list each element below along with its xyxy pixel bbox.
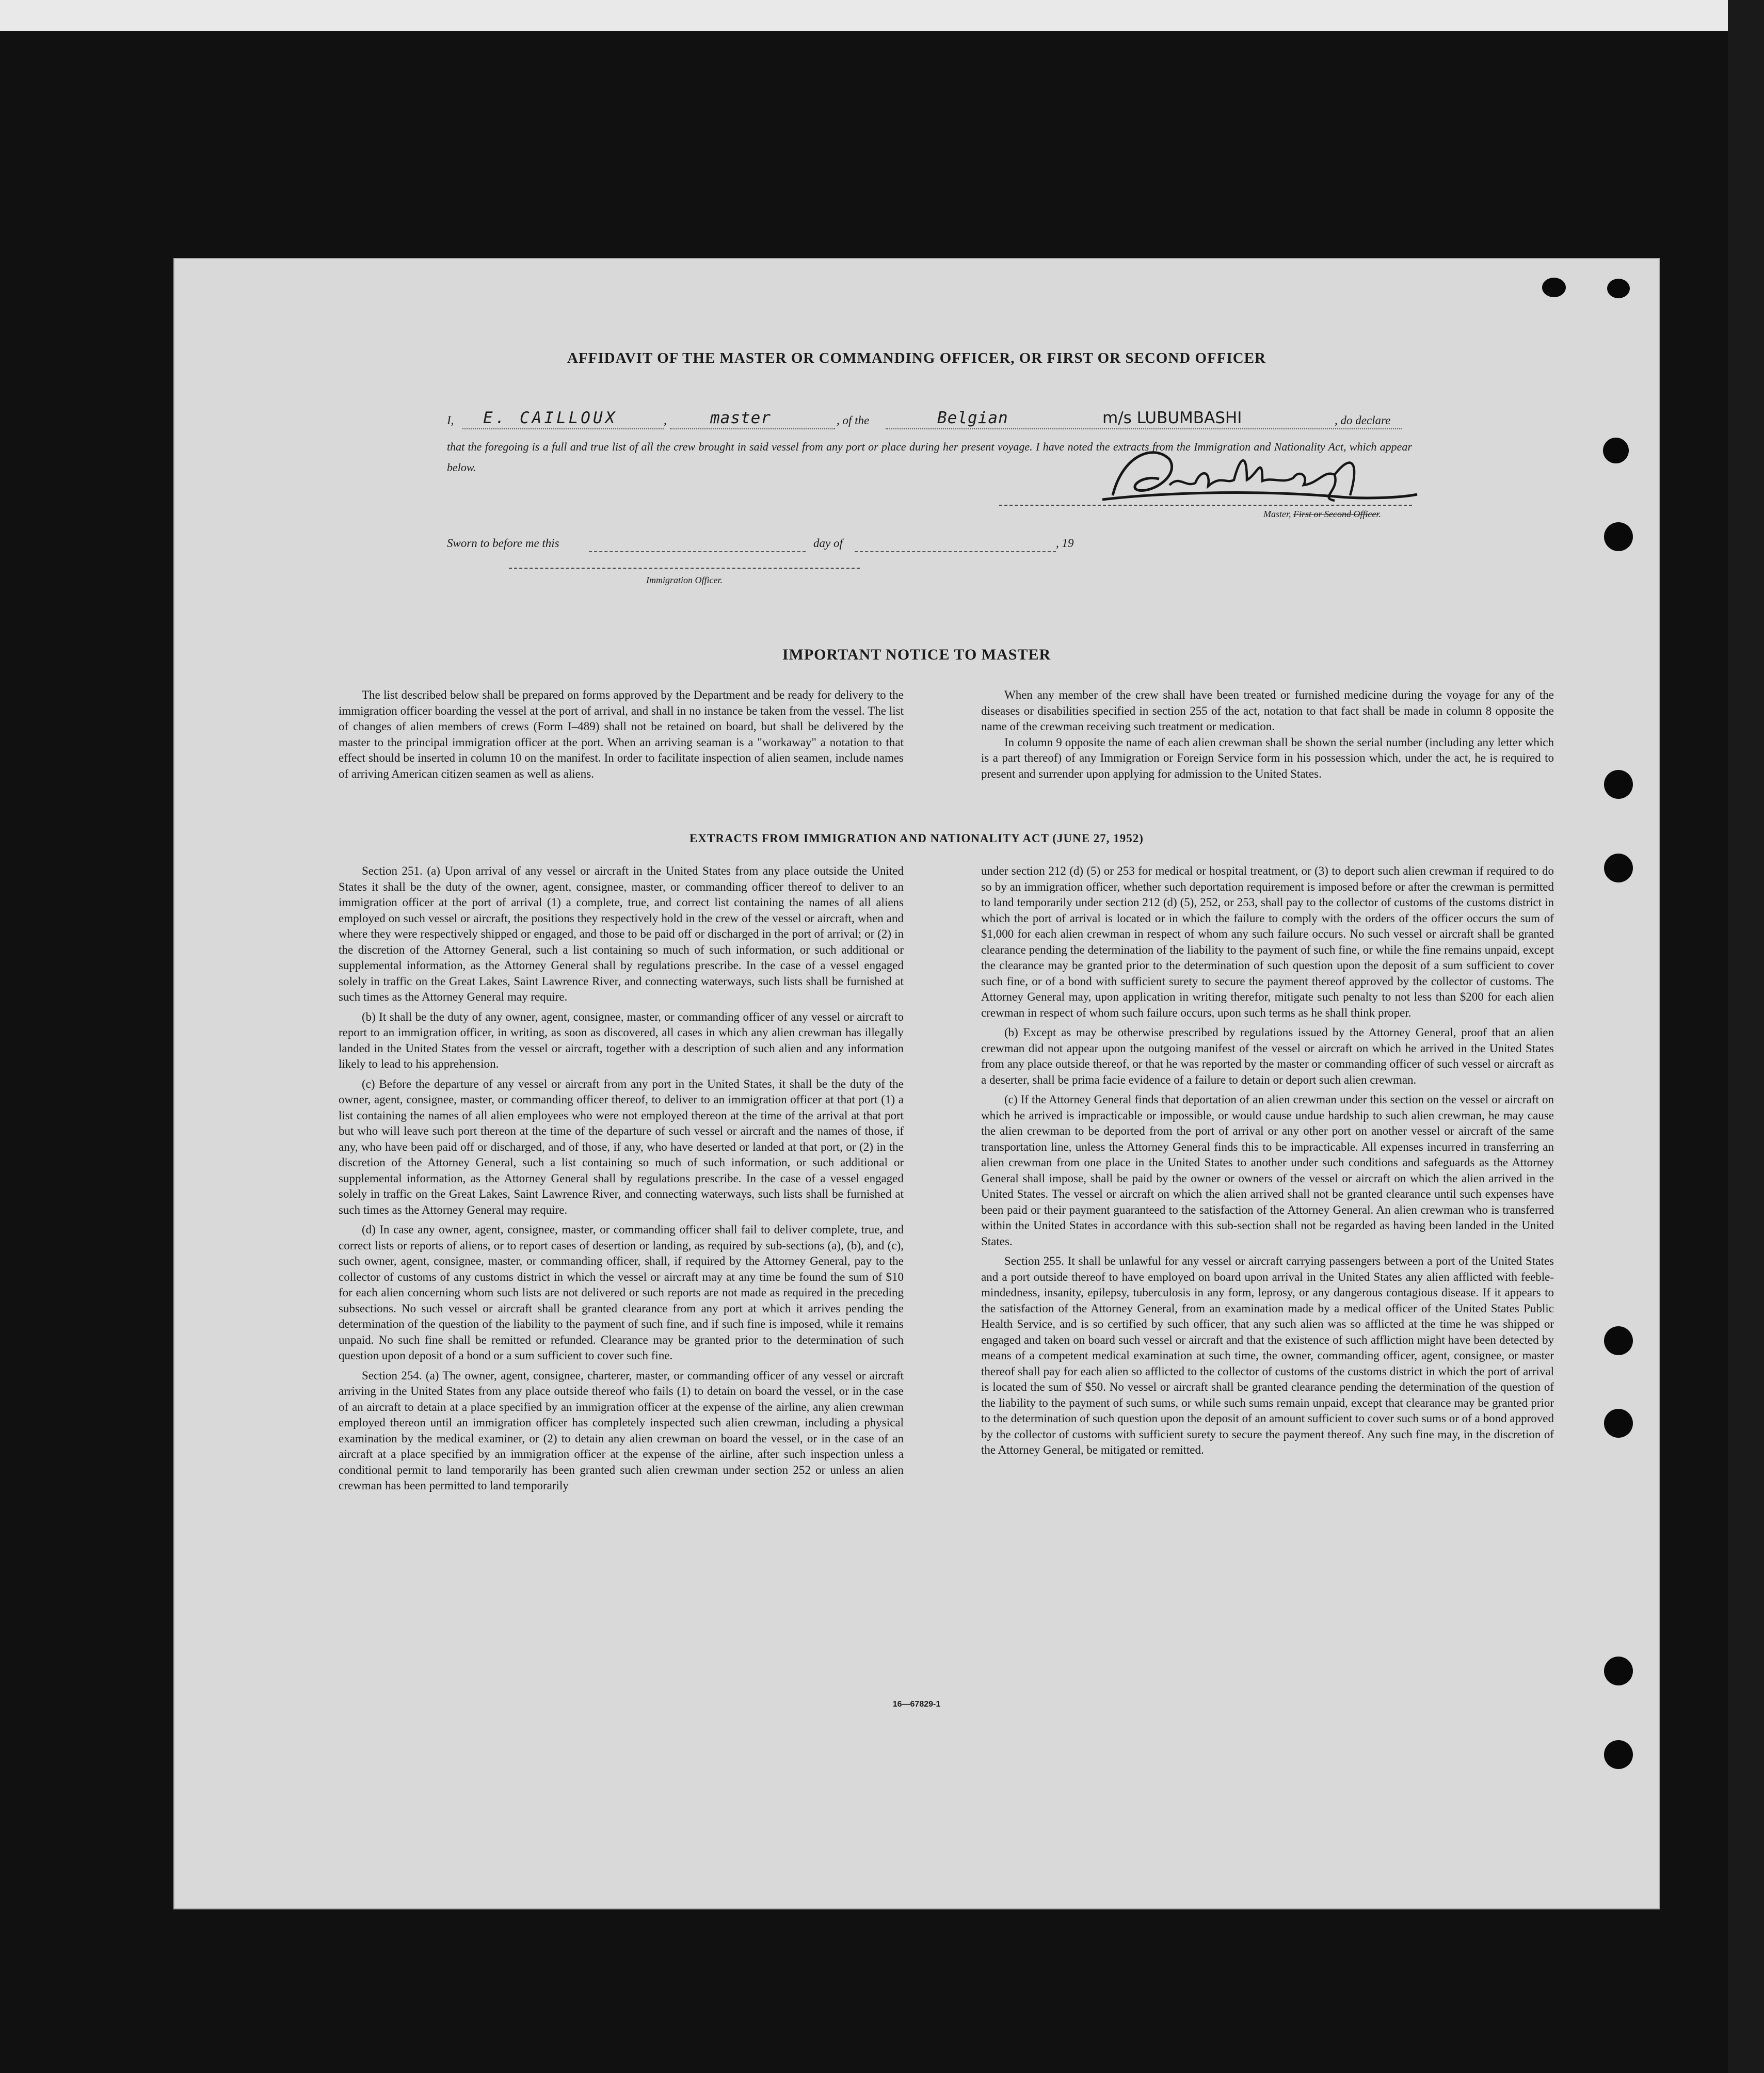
punch-hole-icon [1604,1740,1633,1769]
caption-master: Master, [1263,509,1294,519]
extracts-right-column [981,863,1554,1458]
comma: , [664,414,667,427]
scan-background-right [1728,0,1764,2073]
scan-background-top [0,0,1764,31]
statute-paragraph: Section 251. (a) Upon arrival of any vessel or aircraft in the United States from any place outside the United States it shall be the duty of the owner, agent, consignee, master, or commanding officer thereof to deliver to an immigration officer at the port of arrival (1) a complete, true, and correct list containing the names of all aliens employed on such vessel or aircraft, the positions they respectively hold in the crew of the vessel or aircraft, when and where they were respectively shipped or engaged, and those to be paid off or discharged in the port of arrival; or (2) in the discretion of the Attorney General, such a list containing so much of such information, or such additional or supplemental information, as the Attorney General shall by regulations prescribe. In the case of a vessel engaged solely in traffic on the Great Lakes, Saint Lawrence River, and connecting waterways, such lists shall be furnished at such times as the Attorney General may require. [339,864,904,1003]
punch-hole-icon [1604,854,1633,882]
statute-paragraph: Section 254. (a) The owner, agent, consignee, charterer, master, or commanding officer of any vessel or aircraft arriving in the United States from any place outside thereof who fails (1) to detain on board the vessel, or in the case of an aircraft to detain at a place specified by an immigration officer at the expense of the airline, any alien crewman employed thereon until an immigration officer has completely inspected such alien crewman, including a physical examination by the medical examiner, or (2) to detain any alien crewman on board the vessel, or in the case of an aircraft at a place specified by an immigration officer at the expense of the airline, after such inspection unless a conditional permit to land temporarily has been granted such alien crewman under section 252 or unless an alien crewman has been permitted to land temporarily [339,1369,904,1492]
notice-paragraph: When any member of the crew shall have been treated or furnished medicine during the voyage for any of the diseases or disabilities specified in section 255 of the act, notation to that fact shall be made in column 8 opposite the name of the crewman receiving such treatment or medication. [981,688,1554,733]
sworn-label: Sworn to before me this [447,537,559,550]
immigration-officer-caption: Immigration Officer. [646,575,723,585]
declaration-statement: that the foregoing is a full and true list of all the crew brought in said vessel from any port or place during her present voyage. I have noted the extracts from the Immigration and Nationality Act, which appear below. [447,440,1412,474]
sworn-day-line [589,551,806,552]
signature-caption [1263,509,1381,520]
statute-paragraph: under section 212 (d) (5) or 253 for medical or hospital treatment, or (3) to deport such alien crewman if required to do so by an immigration officer, whether such deportation requirement is imposed before or after the crewman is permitted to land temporarily under section 212 (d) (5), 252, or 253, shall pay to the collector of customs of the customs district in which the port of arrival is located or in which the failure to comply with the orders of the officer occurs the sum of $1,000 for each alien crewman in respect of whom any such failure occurs. No such vessel or aircraft shall be granted clearance pending the determination of the liability to the payment of such fine, or while the fine remains unpaid, except the clearance may be granted prior to the determination of such question upon the deposit of a sum sufficient to cover such fine, or of a bond with sufficient surety to secure the payment thereof approved by the collector of customs. The Attorney General may, upon application in writing therefor, mitigate such penalty to not less than $200 for each alien crewman in respect of whom such failure occurs, upon such terms as he shall think proper. [981,864,1554,1019]
statute-paragraph: (c) Before the departure of any vessel or aircraft from any port in the United States, it shall be the duty of the owner, agent, consignee, master, or commanding officer thereof, to deliver to an immigration officer at that port (1) a list containing the names of all alien employees who were not employed thereon at the time of the arrival at that port but who will leave such port thereon at the time of the departure of such vessel or aircraft and the names of those, if any, who have been paid off or discharged, and of those, if any, who have deserted or landed at that port, or (2) in the discretion of the Attorney General, such a list containing so much of such information, or such additional or supplemental information, as the Attorney General shall by regulations prescribe. In the case of a vessel engaged solely in traffic on the Great Lakes, Saint Lawrence River, and connecting waterways, such lists shall be furnished at such times as the Attorney General may require. [339,1077,904,1216]
statute-paragraph: (b) Except as may be otherwise prescribed by regulations issued by the Attorney General, proof that an alien crewman did not appear upon the outgoing manifest of the vessel or aircraft on which he arrived in the United States from any place outside thereof, or that he was reported by the master or commanding officer of such vessel or aircraft as a deserter, shall be prima facie evidence of a failure to detain or deport such alien crewman. [981,1026,1554,1086]
year-label: , 19 [1056,537,1074,550]
of-the-label: , of the [837,414,870,427]
vessel-name: m/s LUBUMBASHI [1102,409,1242,427]
immigration-officer-line [509,568,860,569]
punch-hole-icon [1604,1326,1633,1355]
punch-hole-icon [1604,1409,1633,1438]
affidavit-title: AFFIDAVIT OF THE MASTER OR COMMANDING OFFICER, OR FIRST OR SECOND OFFICER [567,350,1266,366]
form-number: 16—67829-1 [892,1700,941,1709]
caption-period: . [1378,509,1381,519]
vessel-fill-line [886,428,1402,429]
rank-fill-line [670,428,835,429]
notice-paragraph: In column 9 opposite the name of each alien crewman shall be shown the serial number (including any letter which is a part thereof) of any Immigration or Foreign Service form in his possession which, under the act, he is required to present and surrender upon applying for admission to the United States. [981,735,1554,780]
statute-paragraph: (c) If the Attorney General finds that deportation of an alien crewman under this section on the vessel or aircraft on which he arrived is impracticable or impossible, or would cause undue hardship to such alien crewman, he may cause the alien crewman to be deported from the port of arrival or any other port on another vessel or aircraft of the same transportation line, unless the Attorney General finds this to be impracticable. All expenses incurred in transferring an alien crewman from one place in the United States to another under such conditions and safeguards as the Attorney General shall impose, shall be paid by the owner or owners of the vessel or aircraft on which the alien arrived in the United States. The vessel or aircraft on which the alien arrived shall not be granted clearance until such expenses have been paid or their payment guaranteed to the satisfaction of the Attorney General. An alien crewman who is transferred within the United States in accordance with this sub-section shall not be regarded as having been landed in the United States. [981,1093,1554,1248]
day-of-label: day of [813,537,843,550]
name-fill-line [462,428,664,429]
sworn-month-line [855,551,1056,552]
punch-hole-icon [1607,279,1630,298]
master-name: E. CAILLOUX [483,409,618,427]
notice-paragraph: The list described below shall be prepared on forms approved by the Department and be ready for delivery to the immigration officer boarding the vessel at the port of arrival, and shall in no instance be taken from the vessel. The list of changes of alien members of crews (Form I–489) shall not be retained on board, but shall be delivered by the master to the principal immigration officer at the port. When an arriving seaman is a "workaway" a notation to that effect should be inserted in column 10 on the manifest. In order to facilitate inspection of alien seamen, include names of arriving American citizen seamen as well as aliens. [339,688,904,780]
caption-struck-officer: First or Second Officer [1293,509,1379,519]
sworn-line [447,532,1074,552]
punch-hole-icon [1604,1657,1633,1685]
vessel-nationality: Belgian [937,409,1008,427]
notice-title: IMPORTANT NOTICE TO MASTER [782,646,1051,663]
statute-paragraph: (d) In case any owner, agent, consignee, master, or commanding officer shall fail to deliver complete, true, and correct lists or reports of aliens, or to report cases of desertion or landing, as required by sub-sections (a), (b), and (c), such owner, agent, consignee, master, or commanding officer, shall, if required by the Attorney General, pay to the collector of customs of any customs district in which the vessel or aircraft may at any time be found the sum of $10 for each alien concerning whom such lists are not delivered or such reports are not made as required in the preceding subsections. No such vessel or aircraft shall be granted clearance from any port at which it arrives pending the determination of the question of the liability to the payment of such fine, and if such fine is imposed, while it remains unpaid. No such fine shall be remitted or refunded. Clearance may be granted prior to the determination of such question upon deposit of a bond or a sum sufficient to cover such fine. [339,1223,904,1362]
document-page [173,258,1660,1909]
extracts-left-column [339,863,904,1494]
notice-right-column [981,687,1554,782]
master-rank: master [710,409,771,427]
declaration-line [447,409,1412,429]
extracts-title: EXTRACTS FROM IMMIGRATION AND NATIONALITY ACT (JUNE 27, 1952) [689,832,1144,845]
do-declare-label: , do declare [1335,414,1391,427]
notice-left-column [339,687,904,782]
punch-hole-icon [1542,278,1566,297]
statute-paragraph: (b) It shall be the duty of any owner, agent, consignee, master, or commanding officer of any vessel or aircraft to report to an immigration officer, in writing, as soon as discovered, all cases in which any alien crewman has illegally landed in the United States from the vessel or aircraft, together with a description of such alien and any information likely to lead to his apprehension. [339,1010,904,1070]
punch-hole-icon [1603,438,1629,463]
signature-line [999,505,1412,506]
punch-hole-icon [1604,770,1633,799]
declaration-pronoun: I, [447,414,454,427]
punch-hole-icon [1604,522,1633,551]
signature-graphic [1092,439,1422,511]
statute-paragraph: Section 255. It shall be unlawful for any vessel or aircraft carrying passengers between a port of the United States and a port outside thereof to have employed on board upon arrival in the United States any alien afflicted with feeble-mindedness, insanity, epilepsy, tuberculosis in any form, leprosy, or any dangerous contagious disease. If it appears to the satisfaction of the Attorney General, from an examination made by a medical officer of the United States Public Health Service, and is so certified by such officer, that any such alien was so afflicted at the time he was shipped or engaged and taken on board such vessel or aircraft and that the existence of such affliction might have been detected by means of a competent medical examination at such time, the owner, commanding officer, agent, consignee, or master thereof shall pay for each alien so afflicted to the collector of customs of the customs district in which the port of arrival is located the sum of $50. No vessel or aircraft shall be granted clearance pending the determination of the question of the liability to the payment of such sums, or while such sums remain unpaid, except that clearance may be granted prior to the determination of such question upon the deposit of an amount sufficient to cover such sums or of a bond approved by the collector of customs with sufficient surety to secure the payment thereof. Any such fine may, in the discretion of the Attorney General, be mitigated or remitted. [981,1255,1554,1456]
